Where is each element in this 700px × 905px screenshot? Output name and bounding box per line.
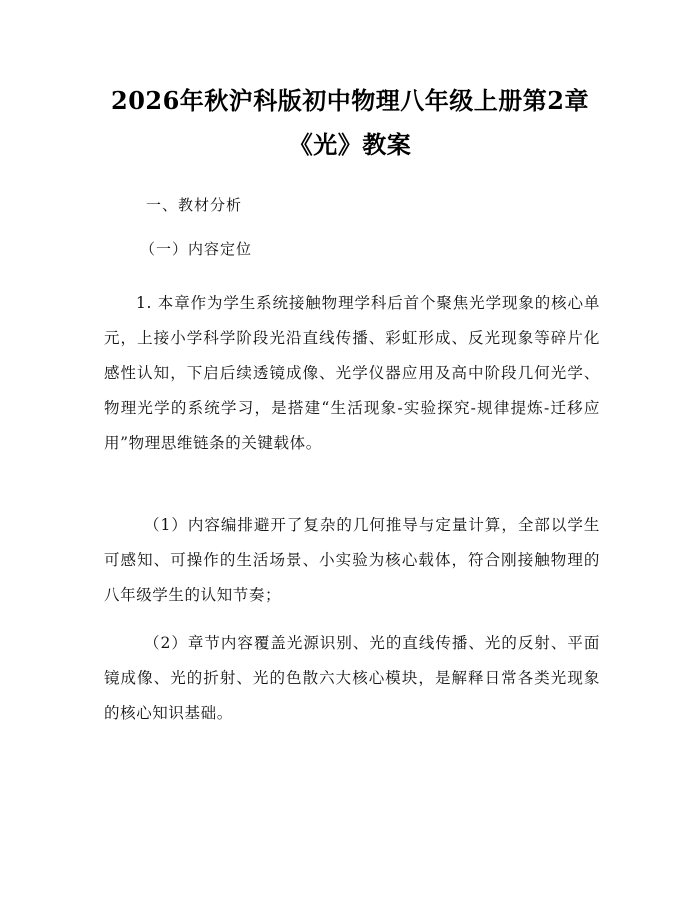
document-title-line-1: 2026年秋沪科版初中物理八年级上册第2章 (111, 86, 589, 115)
subsection-heading-content-positioning: （一）内容定位 (140, 240, 253, 258)
section-heading-teaching-material-analysis: 一、教材分析 (146, 196, 243, 214)
paragraph-chapter-positioning: 1. 本章作为学生系统接触物理学科后首个聚焦光学现象的核心单元，上接小学科学阶段光沿直线传播、彩虹形成、反光现象等碎片化感性认知，下启后续透镜成像、光学仪器应用及高中阶段几何光学、物理光学的系统学习，是搭建“生活现象-实验探究-规律提炼-迁移应用”物理思维链条的关键载体。 (104, 294, 600, 452)
paragraph-chapter-modules: （2）章节内容覆盖光源识别、光的直线传播、光的反射、平面镜成像、光的折射、光的色散六大核心模块，是解释日常各类光现象的核心知识基础。 (104, 634, 600, 722)
document-title-line-2: 《光》教案 (288, 130, 412, 159)
paragraph-content-arrangement: （1）内容编排避开了复杂的几何推导与定量计算，全部以学生可感知、可操作的生活场景、小实验为核心载体，符合刚接触物理的八年级学生的认知节奏； (104, 516, 600, 604)
